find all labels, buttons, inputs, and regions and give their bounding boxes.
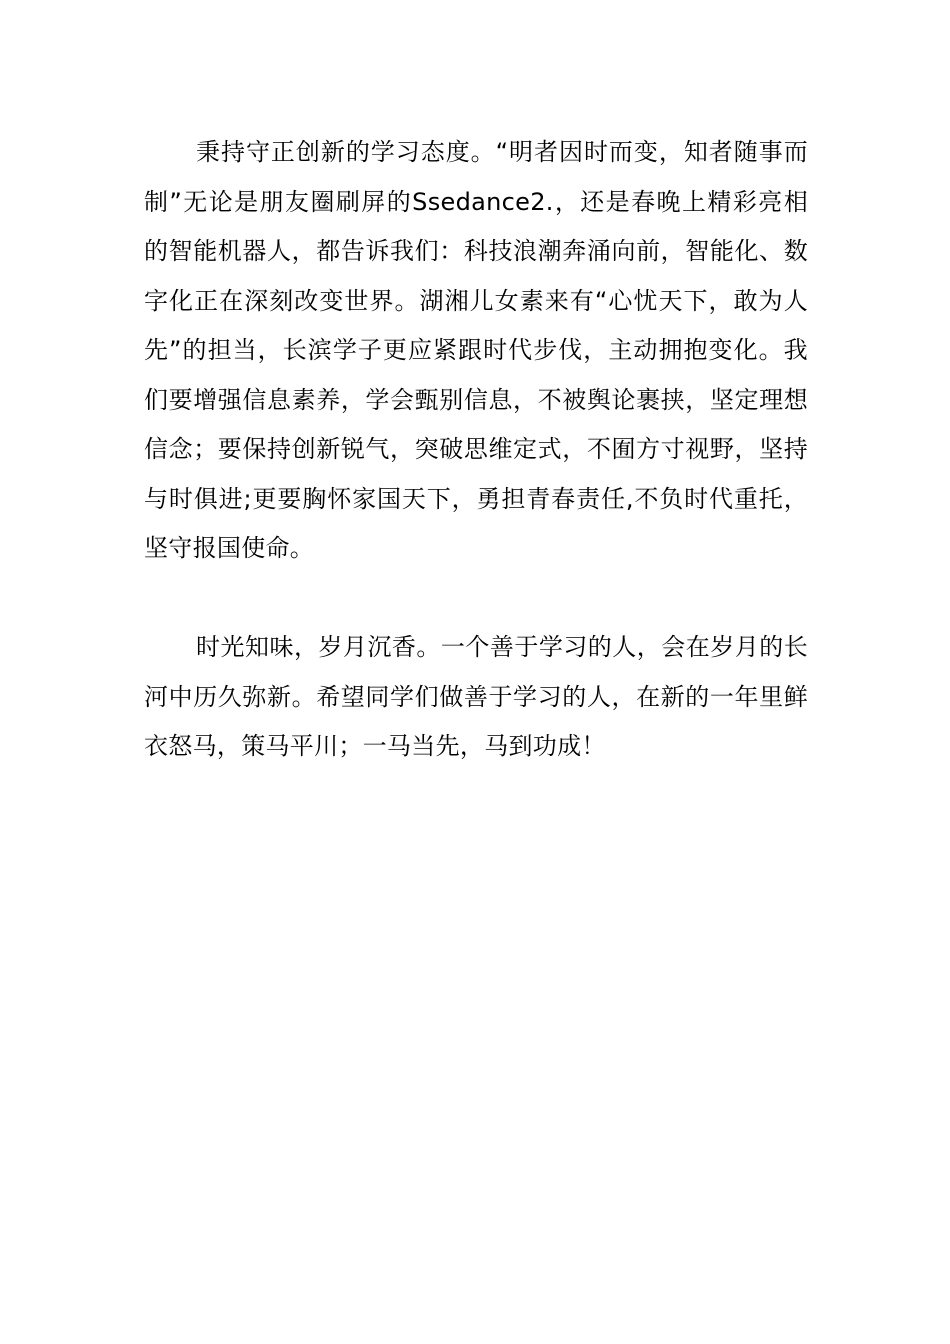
document-body	[144, 128, 808, 772]
paragraph-study-attitude: 秉持守正创新的学习态度。“明者因时而变，知者随事而制”无论是朋友圈刷屏的Ssedance2.，还是春晚上精彩亮相的智能机器人，都告诉我们：科技浪潮奔涌向前，智能化、数字化正在深刻改变世界。湖湘儿女素来有“心忧天下，敢为人先”的担当，长滨学子更应紧跟时代步伐，主动拥抱变化。我们要增强信息素养，学会甄别信息，不被舆论裹挟，坚定理想信念；要保持创新锐气，突破思维定式，不囿方寸视野，坚持与时俱进;更要胸怀家国天下，勇担青春责任,不负时代重托，坚守报国使命。	[144, 138, 808, 562]
paragraph-closing-wishes: 时光知味，岁月沉香。一个善于学习的人，会在岁月的长河中历久弥新。希望同学们做善于学习的人，在新的一年里鲜衣怒马，策马平川；一马当先，马到功成！	[144, 633, 808, 760]
